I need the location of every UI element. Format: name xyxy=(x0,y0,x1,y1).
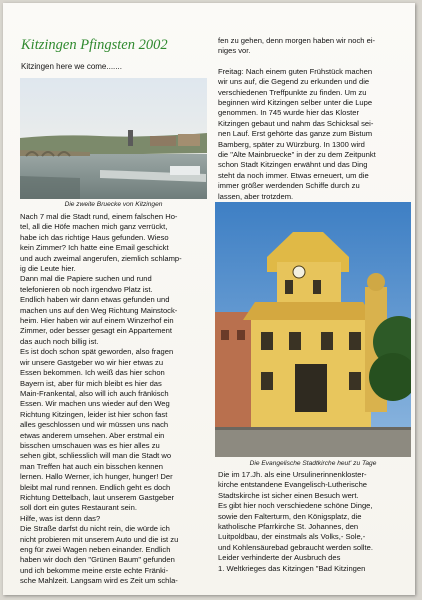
left-line: Es ist doch schon spät geworden, also fragen xyxy=(20,347,174,357)
right-line: katholische Pfarrkirche St. Johannes, den xyxy=(218,522,359,532)
left-line: und auch zweimal angerufen, ziemlich schlamp- xyxy=(20,253,182,263)
right-column-top xyxy=(218,36,408,202)
left-line: kein Zimmer? Ich hatte eine Email geschickt xyxy=(20,243,169,253)
left-line: eng für zwei Wagen neben einander. Endlich xyxy=(20,545,171,554)
left-line: tel, all die Höfe machen mich ganz verrückt, xyxy=(20,222,168,232)
right-line: Luitpoldbau, der einstmals als Volks,- Sole,- xyxy=(218,532,366,542)
right-line: lassen, aber trotzdem. xyxy=(218,191,294,201)
right-line: Bamberg, später zu Würzburg. In 1300 wird xyxy=(218,139,365,149)
left-line: Zimmer, oder besser gesagt ein Appartement xyxy=(20,326,172,336)
left-line: wir unsere Gastgeber wo wir hier etwas zu xyxy=(20,357,164,367)
right-line: Kitzingen gebaut und nahm das Schicksal sei- xyxy=(218,118,374,128)
left-line: telefonieren ob noch irgendwo Platz ist. xyxy=(20,284,153,294)
left-line: soll dort ein gutes Restaurant sein. xyxy=(20,503,137,513)
left-line: Hilfe, was ist denn das? xyxy=(20,513,101,523)
left-line: ig die Leute hier. xyxy=(20,264,76,274)
right-line: kirche entstandene Evangelisch-Lutherische xyxy=(218,480,368,490)
right-line: und Kohlensäurebad gebraucht werden sollte. xyxy=(218,542,373,552)
right-line: Es gibt hier noch verschiedene schöne Dinge, xyxy=(218,501,373,511)
right-line: niges vor. xyxy=(218,46,251,56)
right-line xyxy=(218,57,408,67)
right-line: die "Alte Mainbruecke" in der zu dem Zeitpunkt xyxy=(218,150,376,160)
bridge-photo-caption: Die zweite Bruecke von Kitzingen xyxy=(64,201,163,208)
left-line: nicht probieren mit unserem Auto und die ist zu xyxy=(20,534,179,544)
right-line: nen Lauf. Erst gehörte das ganze zum Bistum xyxy=(218,129,373,139)
left-line: Die Straße darfst du nicht rein, die würde ich xyxy=(20,524,170,534)
page xyxy=(3,3,415,595)
left-line: heim. Hier haben wir auf einem Winzerhof ein xyxy=(20,316,174,326)
left-line: bleibt mal rund rennen. Endlich geht es doch xyxy=(20,482,171,492)
left-line: Main-Frankental, also will ich auch fränkisch xyxy=(20,388,169,398)
right-line: 1. Weltkrieges das Kitzingen "Bad Kitzingen xyxy=(218,563,366,573)
article-title: Kitzingen Pfingsten 2002 xyxy=(21,37,168,53)
right-line: immer größer werdenden Schiffe durch zu xyxy=(218,181,360,191)
right-column-bottom xyxy=(218,470,410,574)
left-line: Essen bekommen. Ich weiß das hier schon xyxy=(20,368,165,378)
right-line: Stadtskirche ist sicher einen Besuch wert. xyxy=(218,490,359,500)
article-subtitle: Kitzingen here we come....... xyxy=(21,62,122,71)
right-line: sowie den Falterturm, den Königsplatz, die xyxy=(218,511,362,521)
left-line: Nach 7 mal die Stadt rund, einem falschen Ho- xyxy=(20,212,178,221)
right-line: steht da noch immer. Etwas erneuert, um die xyxy=(218,170,369,180)
left-line: Richtung Dettelbach, laut unserem Gastgeber xyxy=(20,492,175,502)
left-line: Bayern ist, aber für mich bleibt es hier das xyxy=(20,378,162,388)
left-line: Essen. Wir machen uns wieder auf den Weg xyxy=(20,399,170,409)
left-line: das auch noch billig ist. xyxy=(20,336,99,346)
church-photo-image xyxy=(215,202,411,457)
right-line: schon Stadt Kitzingen erwähnt und das Ding xyxy=(218,160,368,170)
church-photo xyxy=(215,202,411,457)
bridge-photo-image xyxy=(20,78,207,199)
right-line: Leider verhinderte der Ausbruch des xyxy=(218,553,341,563)
right-line: fen zu gehen, denn morgen haben wir noch ei- xyxy=(218,36,376,45)
left-line: lernen. Hallo Werner, ich hunger, hunger! Der xyxy=(20,472,173,482)
church-photo-caption: Die Evangelische Stadtkirche heut' zu Tage xyxy=(249,460,377,467)
right-line: verschiedenen Treffpunkte zu finden. Um zu xyxy=(218,87,367,97)
bridge-photo xyxy=(20,78,207,199)
left-line: machen uns auf den Weg Richtung Mainstock- xyxy=(20,305,178,315)
left-line: habe ich das richtige Haus gefunden. Wieso xyxy=(20,232,169,242)
left-line: sehen gibt, schliesslich will man die Stadt wo xyxy=(20,451,172,461)
right-line: Freitag: Nach einem guten Frühstück machen xyxy=(218,66,373,76)
left-line: man Treffen hat auch ein bisschen kennen xyxy=(20,461,163,471)
left-column xyxy=(20,212,210,587)
left-line: Endlich haben wir dann etwas gefunden und xyxy=(20,295,170,305)
right-line: wir uns auf, die Gegend zu erkunden und die xyxy=(218,77,370,87)
right-line: genommen. In 745 wurde hier das Kloster xyxy=(218,108,359,118)
right-line: Die im 17.Jh. als eine Ursulinerinnenkloster- xyxy=(218,470,367,479)
left-line: sche Mahlzeit. Langsam wird es Zeit um schla- xyxy=(20,576,178,586)
right-line: beginnen wird Kitzingen selber unter die Lupe xyxy=(218,98,373,108)
left-line: etwas anderem umsehen. Aber erstmal ein xyxy=(20,430,165,440)
left-line: bisschen umschauen was es hier alles zu xyxy=(20,440,160,450)
left-line: und ich bekomme meine erste echte Fränki- xyxy=(20,565,169,575)
left-line: alles geschlossen und wir müssen uns nach xyxy=(20,420,169,430)
left-line: Dann mal die Papiere suchen und rund xyxy=(20,274,152,284)
left-line: Richtung Kitzingen, leider ist hier schon fast xyxy=(20,409,168,419)
left-line: haben wir doch den "Grünen Baum" gefunden xyxy=(20,555,175,565)
